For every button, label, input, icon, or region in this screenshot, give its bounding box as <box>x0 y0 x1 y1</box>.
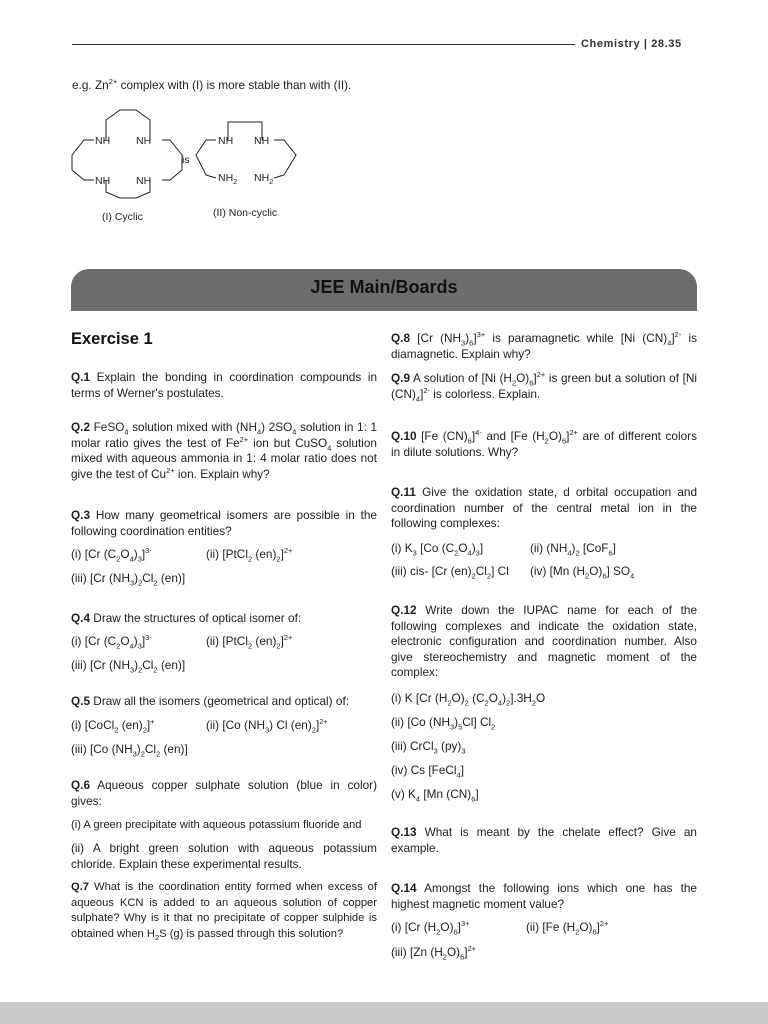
question-7: Q.7 What is the coordination entity formed when excess of aqueous KCN is added to an aqueous solution of copper sulphate? Why is it that no precipitate of copper sulphide is obtained when $H_2S$ (g) is passed through this solution? <box>71 881 377 942</box>
q3-option-ii: (ii) [PtCl$_2$ $(en)_2]^{2+}$ <box>206 546 293 564</box>
question-12 <box>391 603 697 681</box>
question-number: Q.7 <box>71 881 90 893</box>
page-number: 28.35 <box>651 38 682 50</box>
q11-option-iv: (iv) [Mn $(H_2O)_6$] $SO_4$ <box>530 564 635 581</box>
nh-label: NH <box>136 135 152 147</box>
q4-option-iii: (iii) [Cr $(NH_3)_2Cl_2$ (en)] <box>71 658 186 675</box>
question-1 <box>71 370 377 401</box>
nh-label: NH <box>95 135 111 147</box>
question-number: Q.1 <box>71 370 91 384</box>
question-2: Q.2 FeSO$_4$ solution mixed with $(NH_4)$ $2SO_4$ solution in 1: 1 molar ratio gives the test of $Fe^{2+}$ ion but CuSO$_4$ solution mixed with aqueous ammonia in 1: 4 molar ratio does not give the test of $Cu^{2+}$ ion. Explain why? <box>71 420 378 481</box>
is-text: is <box>182 154 190 166</box>
q6-part-ii: (ii) A bright green solution with aqueous potassium chloride. Explain these experimental results. <box>71 841 377 871</box>
question-text: Draw the structures of optical isomer of: <box>93 611 302 625</box>
q5-option-ii: (ii) [Co $(NH_3)$ Cl $(en)_2]^{2+}$ <box>206 717 328 735</box>
question-number: Q.11 <box>391 485 416 499</box>
question-text: Give the oxidation state, d orbital occupation and coordination number of the central metal ion in the following complexes: <box>391 485 698 530</box>
intro-text: e.g. $Zn^{2+}$ complex with (I) is more stable than with (II). <box>72 77 352 92</box>
q14-option-i: (i) [Cr $(H_2O)_6]^{3+}$ <box>391 919 470 937</box>
noncyclic-left-bridge <box>196 140 216 178</box>
question-text: How many geometrical isomers are possible in the following coordination entities? <box>71 508 377 538</box>
cyclic-left-bridge <box>72 140 94 180</box>
question-9: Q.9 A solution of [Ni $(H_2O)_6]^{2+}$ is green but a solution of [Ni $(CN)_4]^{2-}$ is colorless. Explain. <box>391 370 697 403</box>
q12-option-v: (v) $K_4$ [Mn $(CN)_6$] <box>391 787 479 804</box>
cyclic-right-bridge <box>162 140 182 180</box>
question-text: Aqueous copper sulphate solution (blue in color) gives: <box>71 778 377 808</box>
header-subject: Chemistry <box>581 38 641 50</box>
nh2-label: $NH_2$ <box>254 172 274 187</box>
nh-label: NH <box>254 135 270 147</box>
question-text: Write down the IUPAC name for each of the following complexes and indicate the oxidation state, electronic configuration and coordination number. Also give stereochemistry and magnetic moment of the complex: <box>391 603 698 679</box>
q12-option-iii: (iii) CrCl$_3$ $(py)_3$ <box>391 739 466 756</box>
question-text: Explain the bonding in coordination compounds in terms of Werner's postulates. <box>71 370 378 400</box>
nh2-label: $NH_2$ <box>218 172 238 187</box>
question-number: Q.5 <box>71 694 91 708</box>
question-text: Draw all the isomers (geometrical and optical) of: <box>93 694 349 708</box>
question-number: Q.9 <box>391 371 411 385</box>
q12-option-ii: (ii) [Co $(NH_3)_5Cl$] $Cl_2$ <box>391 715 496 732</box>
question-number: Q.3 <box>71 508 91 522</box>
question-number: Q.14 <box>391 881 417 895</box>
q3-option-i: (i) [Cr $(C_2O_4)_3]^{3-}$ <box>71 546 152 564</box>
question-14 <box>391 881 697 912</box>
nh-label: NH <box>136 175 152 187</box>
q5-option-i: (i) [CoCl$_2$ $(en)_2]^+$ <box>71 717 155 735</box>
q14-option-ii: (ii) [Fe $(H_2O)_6]^{2+}$ <box>526 919 609 937</box>
question-10: Q.10 [Fe $(CN)_6]^{4-}$ and [Fe $(H_2O)_6]^{2+}$ are of different colors in dilute solutions. Why? <box>391 428 697 459</box>
question-4 <box>71 611 377 627</box>
label-cyclic: (I) Cyclic <box>102 211 143 223</box>
q11-option-ii: (ii) $(NH_4)_2$ [CoF$_6$] <box>530 541 616 558</box>
question-13 <box>391 825 697 856</box>
question-number: Q.10 <box>391 429 417 443</box>
page-footer-bar <box>0 1002 768 1024</box>
q3-option-iii: (iii) [Cr $(NH_3)_2Cl_2$ (en)] <box>71 571 186 588</box>
question-3 <box>71 508 377 539</box>
header-separator: | <box>643 38 648 50</box>
nh-label: NH <box>95 175 111 187</box>
q12-option-iv: (iv) Cs [FeCl$_4$] <box>391 763 464 780</box>
q5-option-iii: (iii) [Co $(NH_3)_2Cl_2$ (en)] <box>71 742 188 759</box>
question-11 <box>391 485 697 532</box>
banner-title: JEE Main/Boards <box>310 277 458 297</box>
noncyclic-right-bridge <box>274 140 296 178</box>
question-8: Q.8 [Cr $(NH_3)_6]^{3+}$ is paramagnetic while [Ni $(CN)_4]^{2-}$ is diamagnetic. Explain why? <box>391 330 697 361</box>
q4-option-i: (i) [Cr $(C_2O_4)_3]^{3-}$ <box>71 633 152 651</box>
running-header <box>581 37 682 53</box>
question-text: What is meant by the chelate effect? Give an example. <box>391 825 697 855</box>
question-number: Q.8 <box>391 331 411 345</box>
nh-label: NH <box>218 135 234 147</box>
label-noncyclic: (II) Non-cyclic <box>213 207 278 219</box>
question-6 <box>71 778 377 809</box>
q11-option-i: (i) $K_3$ [Co $(C_2O_4)_3$] <box>391 541 484 558</box>
header-rule <box>72 44 575 45</box>
ligand-structure-diagram <box>66 100 316 230</box>
question-number: Q.13 <box>391 825 417 839</box>
question-5 <box>71 694 377 710</box>
q6-part-i: (i) A green precipitate with aqueous potassium fluoride and <box>71 819 362 831</box>
question-number: Q.2 <box>71 420 91 434</box>
question-number: Q.6 <box>71 778 91 792</box>
exercise-title: Exercise 1 <box>71 330 153 348</box>
question-number: Q.12 <box>391 603 417 617</box>
question-text: Amongst the following ions which one has the highest magnetic moment value? <box>391 881 697 911</box>
q12-option-i: (i) K [Cr $(H_2O)_2$ $(C_2O_4)_2].3H_2O$ <box>391 691 546 708</box>
q11-option-iii: (iii) cis- [Cr $(en)_2Cl_2$] Cl <box>391 564 509 581</box>
q4-option-ii: (ii) [PtCl$_2$ $(en)_2]^{2+}$ <box>206 633 293 651</box>
question-number: Q.4 <box>71 611 91 625</box>
q14-option-iii: (iii) [Zn $(H_2O)_6]^{2+}$ <box>391 944 477 962</box>
